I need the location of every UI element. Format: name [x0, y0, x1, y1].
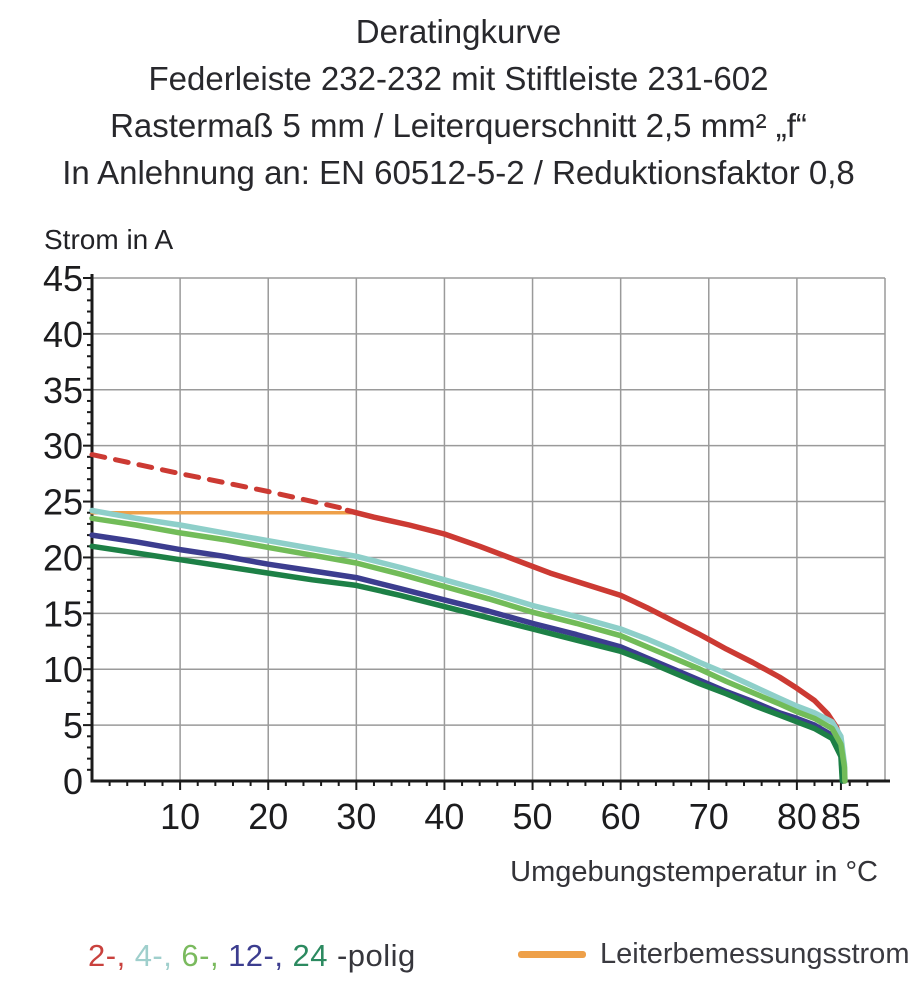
svg-text:40: 40 [424, 796, 465, 837]
legend-pole-item: 4-, [134, 938, 173, 973]
series-12-polig [92, 535, 843, 781]
series-24-polig [92, 546, 842, 781]
chart-subtitle-product: Federleiste 232-232 mit Stiftleiste 231-602 [148, 60, 769, 97]
svg-text:0: 0 [62, 761, 83, 802]
chart-title: Deratingkurve [355, 13, 562, 50]
y-axis-title: Strom in A [44, 224, 174, 255]
svg-text:25: 25 [42, 481, 83, 523]
svg-text:40: 40 [42, 313, 83, 355]
svg-text:10: 10 [160, 796, 201, 837]
svg-text:30: 30 [336, 796, 377, 837]
y-tick-labels [43, 258, 83, 802]
poles-legend [88, 938, 416, 974]
svg-text:70: 70 [688, 796, 729, 837]
svg-text:20: 20 [42, 537, 83, 579]
svg-text:30: 30 [42, 425, 83, 467]
rated-current-label: Leiterbemessungsstrom [600, 938, 910, 970]
legend-pole-item: 12-, [228, 938, 284, 973]
legend-pole-item: 2-, [88, 938, 126, 973]
x-axis-title: Umgebungstemperatur in °C [510, 856, 878, 888]
legend-pole-suffix: -polig [336, 938, 416, 973]
svg-text:20: 20 [248, 796, 289, 837]
svg-text:60: 60 [600, 796, 641, 837]
x-tick-labels [160, 796, 861, 837]
svg-text:15: 15 [42, 593, 83, 635]
legend-pole-item: 6-, [181, 938, 220, 973]
legend-line-swatch [518, 951, 586, 958]
rated-current-legend [518, 938, 909, 971]
svg-text:85: 85 [820, 796, 861, 837]
chart-subtitle-standard: In Anlehnung an: EN 60512-5-2 / Reduktionsfaktor 0,8 [62, 154, 855, 191]
svg-text:50: 50 [512, 796, 553, 837]
svg-text:5: 5 [62, 705, 83, 747]
chart-subtitle-spec: Rastermaß 5 mm / Leiterquerschnitt 2,5 mm² „f“ [110, 107, 807, 144]
svg-text:80: 80 [776, 796, 817, 837]
legend-pole-item: 24 [292, 938, 328, 973]
svg-text:45: 45 [42, 258, 83, 299]
svg-text:10: 10 [42, 649, 83, 691]
svg-text:35: 35 [42, 369, 83, 411]
